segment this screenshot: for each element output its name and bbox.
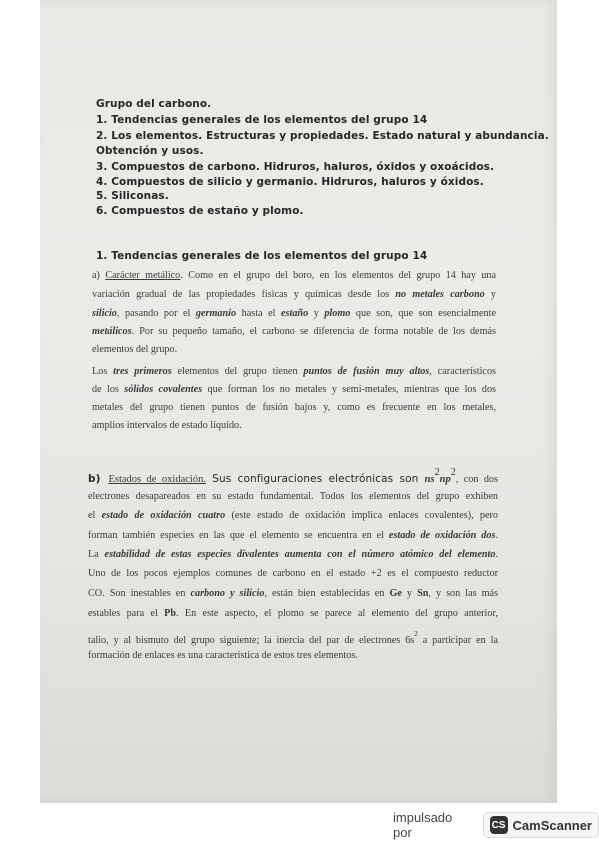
para-b-line-8: estables para el Pb. En este aspecto, el plomo se parece al elemento del grupo anterior, <box>88 608 498 619</box>
para-2-line-4: amplios intervalos de estado líquido. <box>92 420 242 431</box>
para-a-line-1: a) Carácter metálico. Como en el grupo del boro, en los elementos del grupo 14 hay una <box>92 270 497 281</box>
para-b-line-7: CO. Son inestables en carbono y silicio, están bien establecidas en Ge y Sn, y son las más <box>88 588 499 599</box>
toc-item-5: 5. Siliconas. <box>96 190 169 202</box>
caracter-metalico-title: Carácter metálico <box>105 270 181 281</box>
toc-item-3: 3. Compuestos de carbono. Hidruros, haluros, óxidos y oxoácidos. <box>96 161 495 173</box>
camscanner-footer <box>393 811 599 839</box>
para-b-line-9: talio, y al bismuto del grupo siguiente; la inercia del par de electrones $6s^2$ a participar en la <box>88 630 498 646</box>
camscanner-brand: CamScanner <box>512 817 592 833</box>
para-a-line-4: metálicos. Por su pequeño tamaño, el carbono se diferencia de forma notable de los demás <box>92 326 496 337</box>
camscanner-badge[interactable] <box>483 812 599 838</box>
para-2-line-1: Los tres primeros elementos del grupo tienen puntos de fusión muy altos, característicos <box>92 366 497 377</box>
para-b-line-3: el estado de oxidación cuatro (este estado de oxidación implica enlaces covalentes), pero <box>88 510 499 521</box>
powered-by-label: impulsado por <box>393 810 453 840</box>
toc-title: Grupo del carbono. <box>96 98 212 110</box>
para-b-line-2: electrones desapareados en su estado fundamental. Todos los elementos del grupo exhiben <box>88 491 498 502</box>
para-2-line-2: de los sólidos covalentes que forman los no metales y semi-metales, mientras que los dos <box>92 384 496 395</box>
para-a-line-3: silicio, pasando por el germanio hasta el estaño y plomo que son, que son esencialmente <box>92 308 496 319</box>
camscanner-logo-icon: CS <box>490 816 508 834</box>
para-b-line-5: La estabilidad de estas especies divalentes aumenta con el número atómico del elemento. <box>88 549 498 560</box>
para-2-line-3: metales del grupo tienen puntos de fusión bajos y, como es frecuente en los metales, <box>92 402 496 413</box>
toc-item-4: 4. Compuestos de silicio y germanio. Hidruros, haluros y óxidos. <box>96 176 484 188</box>
toc-item-1: 1. Tendencias generales de los elementos del grupo 14 <box>96 114 428 126</box>
para-b-line-6: Uno de los pocos ejemplos comunes de carbono en el estado +2 es el compuesto reductor <box>88 568 498 579</box>
para-a-line-5: elementos del grupo. <box>92 344 178 355</box>
para-b-line-4: forman también especies en las que el elemento se encuentra en el estado de oxidación dos. <box>88 530 498 541</box>
toc-item-6: 6. Compuestos de estaño y plomo. <box>96 205 304 217</box>
para-a-line-2: variación gradual de las propiedades físicas y químicas desde los no metales carbono y <box>92 289 497 300</box>
para-b-line-10: formación de enlaces es una característica de estos tres elementos. <box>88 650 358 661</box>
estados-oxidacion-title: Estados de oxidación. <box>108 474 206 485</box>
toc-item-2-cont: Obtención y usos. <box>96 145 204 157</box>
toc-item-2: 2. Los elementos. Estructuras y propiedades. Estado natural y abundancia. <box>96 130 549 142</box>
section-1-heading: 1. Tendencias generales de los elementos del grupo 14 <box>96 250 428 262</box>
para-b-line-1: b) Estados de oxidación. Sus configuraciones electrónicas son $ns^2np^2$, con dos <box>88 467 498 485</box>
